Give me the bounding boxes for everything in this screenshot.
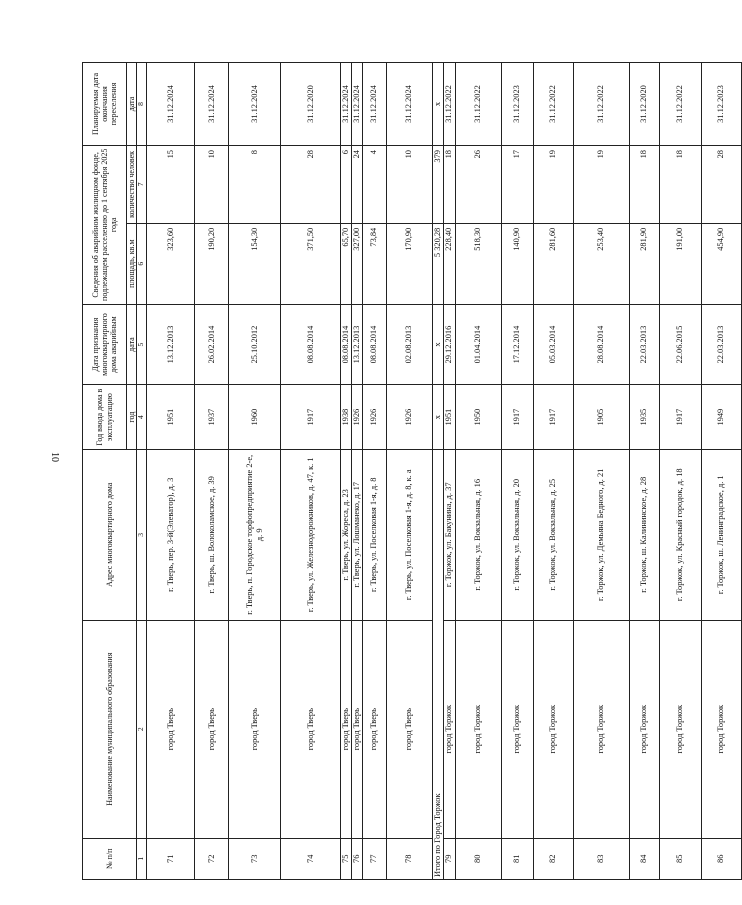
address-cell: г. Тверь, ул. Железнодорожников, д. 47, к. 1 <box>281 449 341 620</box>
planned-date-cell: 31.12.2020 <box>281 63 341 146</box>
recognition-date-cell: 02.08.2013 <box>386 304 432 385</box>
header-planned-sub: дата <box>127 63 137 146</box>
row-number: 77 <box>362 838 386 879</box>
table-row <box>351 63 362 880</box>
year-cell: 1935 <box>629 385 659 449</box>
area-cell: 454,90 <box>701 223 741 304</box>
header-planned: Планируемая дата окончания переселения <box>83 63 127 146</box>
area-cell: 253,40 <box>573 223 629 304</box>
col-number: 1 <box>137 838 147 879</box>
people-cell: 6 <box>341 146 352 224</box>
row-number: 82 <box>533 838 573 879</box>
year-cell: 1917 <box>533 385 573 449</box>
municipality-cell: город Тверь <box>386 620 432 838</box>
table-row <box>573 63 629 880</box>
address-cell: г. Торжок, ш. Калининское, д. 28 <box>629 449 659 620</box>
table-row <box>147 63 195 880</box>
recognition-date-cell: 05.03.2014 <box>533 304 573 385</box>
area-cell: 228,40 <box>443 223 455 304</box>
table-row <box>501 63 533 880</box>
col-number: 8 <box>137 63 147 146</box>
people-cell: 17 <box>501 146 533 224</box>
header-fund: Сведения об аварийном жилищном фонде, подлежащем расселению до 1 сентября 2025 года <box>83 146 127 305</box>
recognition-date-cell: 17.12.2014 <box>501 304 533 385</box>
recognition-date-cell: 29.12.2016 <box>443 304 455 385</box>
row-number: 85 <box>659 838 701 879</box>
address-cell: г. Торжок, ш. Ленинградское, д. 1 <box>701 449 741 620</box>
area-cell: 518,30 <box>455 223 501 304</box>
summary-year: x <box>432 385 443 449</box>
col-number: 5 <box>137 304 147 385</box>
area-cell: 191,00 <box>659 223 701 304</box>
people-cell: 28 <box>701 146 741 224</box>
year-cell: 1937 <box>195 385 229 449</box>
table-row <box>455 63 501 880</box>
row-number: 86 <box>701 838 741 879</box>
address-cell: г. Тверь, пер. 3-й(Элеватор), д. 3 <box>147 449 195 620</box>
address-cell: г. Торжок, ул. Красный городок, д. 18 <box>659 449 701 620</box>
people-cell: 24 <box>351 146 362 224</box>
table-row <box>362 63 386 880</box>
area-cell: 323,60 <box>147 223 195 304</box>
people-cell: 8 <box>229 146 281 224</box>
area-cell: 170,90 <box>386 223 432 304</box>
year-cell: 1938 <box>341 385 352 449</box>
people-cell: 19 <box>533 146 573 224</box>
table-row <box>386 63 432 880</box>
col-number: 7 <box>137 146 147 224</box>
municipality-cell: город Тверь <box>229 620 281 838</box>
area-cell: 371,50 <box>281 223 341 304</box>
recognition-date-cell: 22.03.2013 <box>701 304 741 385</box>
header-year: Год ввода дома в эксплуатацию <box>83 385 127 449</box>
col-number: 2 <box>137 620 147 838</box>
planned-date-cell: 31.12.2022 <box>455 63 501 146</box>
municipality-cell: город Тверь <box>341 620 352 838</box>
municipality-cell: город Тверь <box>195 620 229 838</box>
year-cell: 1949 <box>701 385 741 449</box>
row-number: 72 <box>195 838 229 879</box>
header-area-sub: площадь, кв.м <box>127 223 137 304</box>
year-cell: 1917 <box>281 385 341 449</box>
housing-table <box>82 62 742 880</box>
table-row <box>341 63 352 880</box>
recognition-date-cell: 28.08.2014 <box>573 304 629 385</box>
year-cell: 1950 <box>455 385 501 449</box>
people-cell: 26 <box>455 146 501 224</box>
header-people-sub: количество человек <box>127 146 137 224</box>
recognition-date-cell: 22.03.2013 <box>629 304 659 385</box>
table-row <box>701 63 741 880</box>
recognition-date-cell: 13.12.2013 <box>147 304 195 385</box>
header-year-sub: год <box>127 385 137 449</box>
recognition-date-cell: 08.08.2014 <box>341 304 352 385</box>
area-cell: 154,30 <box>229 223 281 304</box>
area-cell: 281,90 <box>629 223 659 304</box>
people-cell: 18 <box>659 146 701 224</box>
recognition-date-cell: 08.08.2014 <box>362 304 386 385</box>
municipality-cell: город Торжок <box>573 620 629 838</box>
municipality-cell: город Торжок <box>501 620 533 838</box>
municipality-cell: город Торжок <box>701 620 741 838</box>
address-cell: г. Торжок, ул. Вокзальная, д. 16 <box>455 449 501 620</box>
area-cell: 65,70 <box>341 223 352 304</box>
planned-date-cell: 31.12.2024 <box>147 63 195 146</box>
header-address: Адрес многоквартирного дома <box>83 449 137 620</box>
people-cell: 10 <box>195 146 229 224</box>
summary-date: x <box>432 304 443 385</box>
address-cell: г. Торжок, ул. Вокзальная, д. 25 <box>533 449 573 620</box>
recognition-date-cell: 22.06.2015 <box>659 304 701 385</box>
people-cell: 19 <box>573 146 629 224</box>
summary-people: 379 <box>432 146 443 224</box>
planned-date-cell: 31.12.2022 <box>659 63 701 146</box>
area-cell: 140,90 <box>501 223 533 304</box>
year-cell: 1905 <box>573 385 629 449</box>
header-municipality: Наименование муниципального образования <box>83 620 137 838</box>
address-cell: г. Тверь, ул. Поселковая 1-я, д. 8, к. а <box>386 449 432 620</box>
municipality-cell: город Торжок <box>455 620 501 838</box>
people-cell: 15 <box>147 146 195 224</box>
year-cell: 1951 <box>443 385 455 449</box>
municipality-cell: город Торжок <box>629 620 659 838</box>
row-number: 74 <box>281 838 341 879</box>
rows-tver <box>147 63 432 880</box>
year-cell: 1951 <box>147 385 195 449</box>
municipality-cell: город Тверь <box>147 620 195 838</box>
col-number: 3 <box>137 449 147 620</box>
address-cell: г. Тверь, ул. Лошманеко, д. 17 <box>351 449 362 620</box>
municipality-cell: город Торжок <box>533 620 573 838</box>
row-number: 76 <box>351 838 362 879</box>
row-number: 81 <box>501 838 533 879</box>
recognition-date-cell: 25.10.2012 <box>229 304 281 385</box>
people-cell: 18 <box>443 146 455 224</box>
people-cell: 4 <box>362 146 386 224</box>
table-row <box>443 63 455 880</box>
address-cell: г. Тверь, ш. Волоколамское, д. 39 <box>195 449 229 620</box>
year-cell: 1926 <box>386 385 432 449</box>
people-cell: 28 <box>281 146 341 224</box>
year-cell: 1926 <box>351 385 362 449</box>
year-cell: 1926 <box>362 385 386 449</box>
planned-date-cell: 31.12.2022 <box>443 63 455 146</box>
summary-row <box>432 63 443 880</box>
table-row <box>195 63 229 880</box>
summary-area: 5 320,28 <box>432 223 443 304</box>
address-cell: г. Торжок, ул. Бакунина, д. 37 <box>443 449 455 620</box>
planned-date-cell: 31.12.2024 <box>195 63 229 146</box>
row-number: 71 <box>147 838 195 879</box>
col-number: 4 <box>137 385 147 449</box>
recognition-date-cell: 01.04.2014 <box>455 304 501 385</box>
municipality-cell: город Тверь <box>362 620 386 838</box>
planned-date-cell: 31.12.2024 <box>229 63 281 146</box>
row-number: 75 <box>341 838 352 879</box>
table-rotated-wrap <box>82 62 726 880</box>
address-cell: г. Тверь, ул. Жореса, д. 23 <box>341 449 352 620</box>
area-cell: 190,20 <box>195 223 229 304</box>
planned-date-cell: 31.12.2020 <box>629 63 659 146</box>
table-row <box>659 63 701 880</box>
row-number: 83 <box>573 838 629 879</box>
year-cell: 1917 <box>501 385 533 449</box>
table-row <box>533 63 573 880</box>
rows-torzhok <box>443 63 741 880</box>
municipality-cell: город Тверь <box>351 620 362 838</box>
summary-plan: x <box>432 63 443 146</box>
row-number: 84 <box>629 838 659 879</box>
table-row <box>281 63 341 880</box>
planned-date-cell: 31.12.2024 <box>362 63 386 146</box>
planned-date-cell: 31.12.2024 <box>341 63 352 146</box>
header-recognition-sub: дата <box>127 304 137 385</box>
area-cell: 281,60 <box>533 223 573 304</box>
people-cell: 18 <box>629 146 659 224</box>
row-number: 80 <box>455 838 501 879</box>
address-cell: г. Тверь, ул. Поселковая 1-я, д. 8 <box>362 449 386 620</box>
address-cell: г. Торжок, ул. Вокзальная, д. 20 <box>501 449 533 620</box>
year-cell: 1917 <box>659 385 701 449</box>
page-number: 10 <box>49 452 60 462</box>
table-row <box>229 63 281 880</box>
municipality-cell: город Торжок <box>659 620 701 838</box>
recognition-date-cell: 13.12.2013 <box>351 304 362 385</box>
area-cell: 327,00 <box>351 223 362 304</box>
summary-label: Итого по Город Торжок <box>432 449 443 879</box>
planned-date-cell: 31.12.2022 <box>573 63 629 146</box>
planned-date-cell: 31.12.2024 <box>351 63 362 146</box>
planned-date-cell: 31.12.2023 <box>701 63 741 146</box>
recognition-date-cell: 08.08.2014 <box>281 304 341 385</box>
planned-date-cell: 31.12.2022 <box>533 63 573 146</box>
row-number: 78 <box>386 838 432 879</box>
people-cell: 10 <box>386 146 432 224</box>
header-num: № п/п <box>83 838 137 879</box>
year-cell: 1960 <box>229 385 281 449</box>
row-number: 73 <box>229 838 281 879</box>
planned-date-cell: 31.12.2023 <box>501 63 533 146</box>
address-cell: г. Тверь, п. Городское торфопредприятие 2-е, д. 9 <box>229 449 281 620</box>
municipality-cell: город Торжок <box>443 620 455 838</box>
recognition-date-cell: 26.02.2014 <box>195 304 229 385</box>
planned-date-cell: 31.12.2024 <box>386 63 432 146</box>
municipality-cell: город Тверь <box>281 620 341 838</box>
area-cell: 73,84 <box>362 223 386 304</box>
table-row <box>629 63 659 880</box>
row-number: 79 <box>443 838 455 879</box>
header-recognition: Дата признания многоквартирного дома аварийным <box>83 304 127 385</box>
col-number: 6 <box>137 223 147 304</box>
address-cell: г. Торжок, ул. Демьяна Бедного, д. 21 <box>573 449 629 620</box>
